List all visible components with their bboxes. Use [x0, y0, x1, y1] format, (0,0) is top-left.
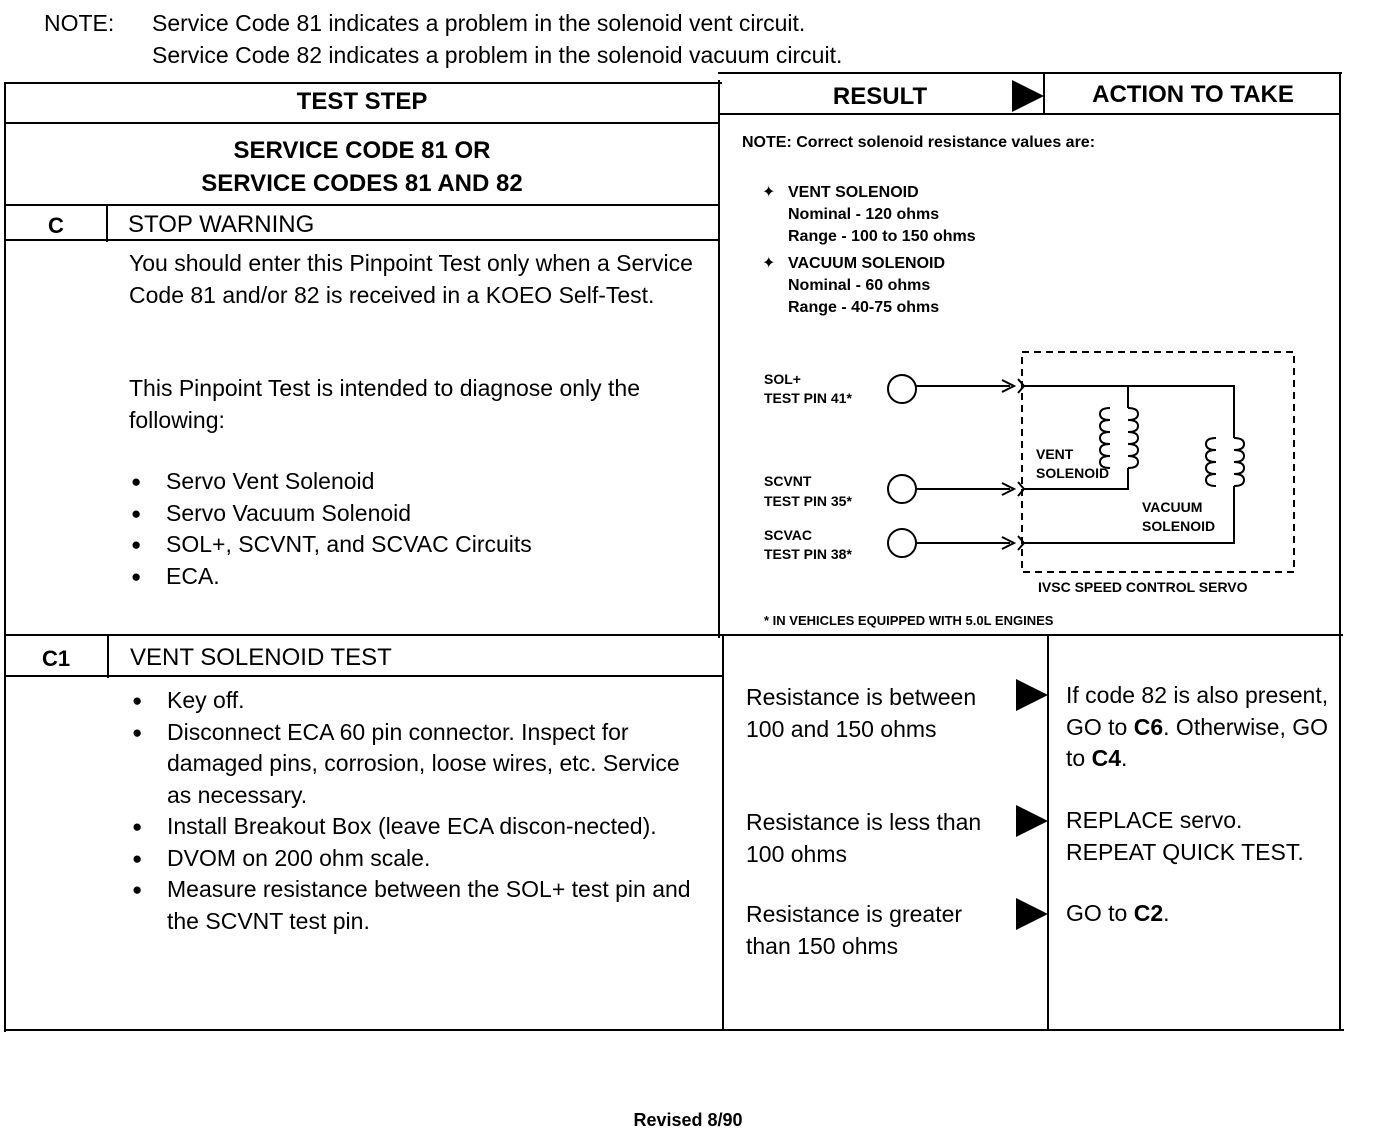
vent-coil-icon	[1128, 408, 1138, 468]
list-item: ● DVOM on 200 ohm scale.	[130, 843, 695, 875]
result-1: Resistance is between 100 and 150 ohms	[746, 684, 977, 742]
note-label: NOTE:	[44, 10, 115, 36]
result-2: Resistance is less than 100 ohms	[746, 809, 982, 867]
action-2: REPLACE servo. REPEAT QUICK TEST.	[1066, 807, 1304, 865]
resistance-note-heading: NOTE: Correct solenoid resistance values are:	[742, 134, 1096, 151]
result-arrow-icon	[1012, 80, 1044, 112]
action-1: If code 82 is also present, GO to C6. Otherwise, GO to C4.	[1066, 682, 1329, 771]
vacuum-solenoid-label-1: VACUUM	[1142, 499, 1203, 515]
sol-pin-label: TEST PIN 41*	[764, 390, 852, 406]
bullet-icon: ✦	[762, 184, 776, 201]
note-line-1: Service Code 81 indicates a problem in the solenoid vent circuit.	[152, 10, 806, 36]
scvac-pin-icon	[888, 529, 916, 557]
bullet-icon: ✦	[762, 255, 776, 272]
result-arrow-icon	[1016, 805, 1048, 837]
step-c-para1: You should enter this Pinpoint Test only when a Service Code 81 and/or 82 is received in a KOEO Self-Test.	[129, 250, 693, 308]
step-c-label: C	[48, 213, 64, 238]
result-arrow-icon	[1016, 898, 1048, 930]
step-c-title: STOP WARNING	[128, 211, 315, 238]
sol-pin-icon	[888, 375, 916, 403]
step-c-bullet-list	[129, 466, 699, 592]
list-item: ● Install Breakout Box (leave ECA discon-nected).	[130, 811, 695, 843]
sol-label: SOL+	[764, 371, 801, 387]
note-line-2: Service Code 82 indicates a problem in the solenoid vacuum circuit.	[152, 42, 843, 68]
service-code-title: SERVICE CODE 81 OR SERVICE CODES 81 AND 82	[201, 137, 523, 197]
vacuum-solenoid-label-2: SOLENOID	[1142, 518, 1216, 534]
header-result: RESULT	[832, 83, 928, 110]
list-item: ● Servo Vacuum Solenoid	[129, 498, 699, 530]
header-action: ACTION TO TAKE	[1092, 81, 1294, 108]
vent-solenoid-label-2: SOLENOID	[1036, 465, 1110, 481]
list-item: ● Disconnect ECA 60 pin connector. Inspect for damaged pins, corrosion, loose wires, etc. Service as necessary.	[130, 717, 695, 812]
vacuum-coil-icon	[1234, 438, 1244, 486]
servo-label: IVSC SPEED CONTROL SERVO	[1038, 579, 1248, 595]
revision-footer: Revised 8/90	[633, 1110, 743, 1130]
list-item: ● Measure resistance between the SOL+ test pin and the SCVNT test pin.	[130, 874, 695, 937]
scvnt-label: SCVNT	[764, 473, 812, 489]
result-arrow-icon	[1016, 679, 1048, 711]
vent-spec: ✦ VENT SOLENOID Nominal - 120 ohms Range - 100 to 150 ohms	[762, 184, 976, 245]
scvac-label: SCVAC	[764, 527, 812, 543]
scvnt-pin-icon	[888, 475, 916, 503]
engine-footnote: * IN VEHICLES EQUIPPED WITH 5.0L ENGINES	[764, 613, 1054, 628]
scvnt-pin-label: TEST PIN 35*	[764, 493, 852, 509]
step-c-para2: This Pinpoint Test is intended to diagnose only the following:	[129, 375, 641, 433]
action-3: GO to C2.	[1066, 900, 1170, 926]
result-3: Resistance is greater than 150 ohms	[746, 901, 963, 959]
step-c1-bullet-list	[130, 685, 695, 937]
list-item: ● SOL+, SCVNT, and SCVAC Circuits	[129, 529, 699, 561]
step-c1-label: C1	[41, 646, 71, 671]
list-item: ● Servo Vent Solenoid	[129, 466, 699, 498]
vacuum-spec: ✦ VACUUM SOLENOID Nominal - 60 ohms Range - 40-75 ohms	[762, 255, 946, 316]
list-item: ● ECA.	[129, 561, 699, 593]
list-item: ● Key off.	[130, 685, 695, 717]
step-c1-title: VENT SOLENOID TEST	[130, 644, 392, 671]
scvac-pin-label: TEST PIN 38*	[764, 546, 852, 562]
solenoid-wiring-diagram	[740, 340, 1330, 640]
header-test-step: TEST STEP	[296, 88, 428, 115]
vent-solenoid-label-1: VENT	[1036, 446, 1074, 462]
